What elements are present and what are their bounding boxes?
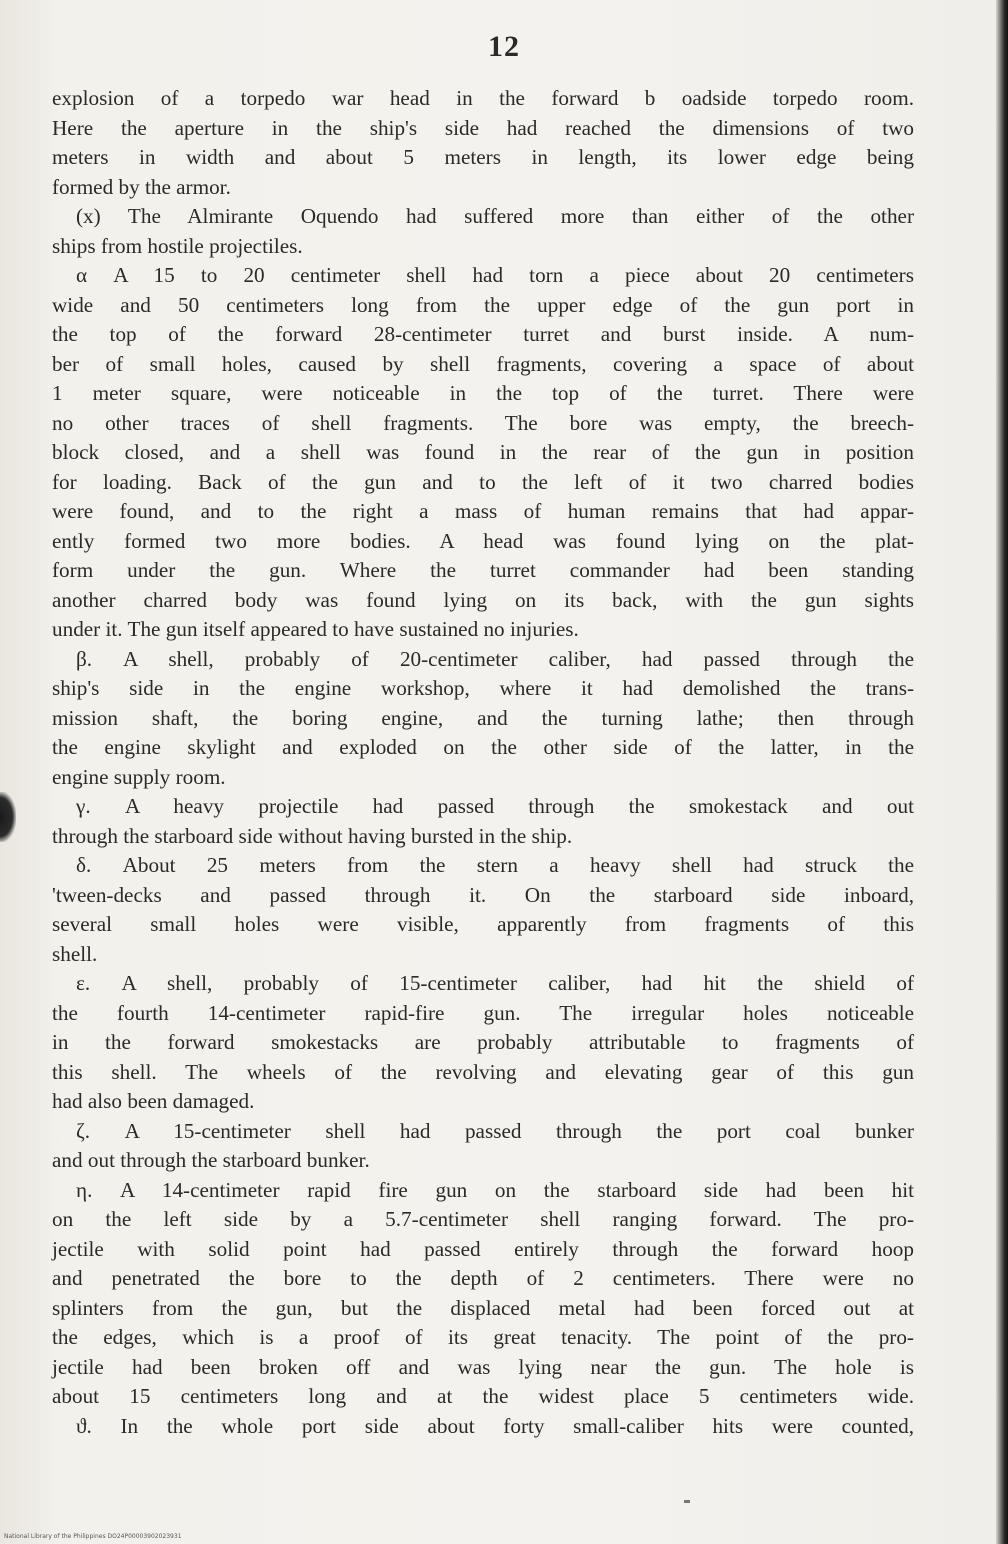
text-line: for loading. Back of the gun and to the left of it two charred bodies	[52, 469, 914, 494]
scan-edge-shadow	[996, 0, 1008, 1544]
text-line: 'tween-decks and passed through it. On the starboard side inboard,	[52, 882, 914, 907]
text-line: α A 15 to 20 centimeter shell had torn a piece about 20 centimeters	[76, 263, 914, 287]
text-line: meters in width and about 5 meters in length, its lower edge being	[52, 145, 914, 169]
text-line: ϑ. In the whole port side about forty small-caliber hits were counted,	[76, 1413, 914, 1438]
text-line: η. A 14-centimeter rapid fire gun on the starboard side had been hit	[76, 1177, 914, 1202]
text-line: in the forward smokestacks are probably attributable to fragments of	[52, 1030, 914, 1054]
text-line: jectile with solid point had passed entirely through the forward hoop	[52, 1236, 914, 1261]
text-line: jectile had been broken off and was lying near the gun. The hole is	[52, 1354, 914, 1379]
text-line: form under the gun. Where the turret commander had been standing	[52, 558, 914, 582]
text-line: another charred body was found lying on its back, with the gun sights	[52, 587, 914, 612]
text-line: and out through the starboard bunker.	[52, 1148, 370, 1172]
text-line: ε. A shell, probably of 15-centimeter caliber, had hit the shield of	[76, 971, 914, 995]
text-line: about 15 centimeters long and at the widest place 5 centimeters wide.	[52, 1384, 914, 1408]
body-text	[52, 84, 914, 1441]
text-line: the top of the forward 28-centimeter turret and burst inside. A num-	[52, 322, 914, 346]
text-line: block closed, and a shell was found in the rear of the gun in position	[52, 440, 914, 464]
text-line: under it. The gun itself appeared to have sustained no injuries.	[52, 617, 579, 641]
text-line: splinters from the gun, but the displaced metal had been forced out at	[52, 1295, 914, 1320]
text-line: γ. A heavy projectile had passed through the smokestack and out	[76, 794, 914, 818]
text-line: no other traces of shell fragments. The bore was empty, the breech-	[52, 410, 914, 435]
archive-footer: National Library of the Philippines DO24P00003902023931	[4, 1533, 182, 1540]
text-line: several small holes were visible, apparently from fragments of this	[52, 912, 914, 936]
text-line: wide and 50 centimeters long from the upper edge of the gun port in	[52, 292, 914, 317]
text-line: ζ. A 15-centimeter shell had passed through the port coal bunker	[76, 1118, 914, 1143]
text-line: formed by the armor.	[52, 174, 231, 199]
ink-speck	[684, 1500, 690, 1503]
text-line: ently formed two more bodies. A head was found lying on the plat-	[52, 528, 914, 553]
text-line: shell.	[52, 941, 98, 966]
text-line: δ. About 25 meters from the stern a heavy shell had struck the	[76, 853, 914, 877]
text-line: β. A shell, probably of 20-centimeter caliber, had passed through the	[76, 646, 914, 671]
text-line: through the starboard side without having bursted in the ship.	[52, 823, 573, 848]
text-line: and penetrated the bore to the depth of 2 centimeters. There were no	[52, 1266, 914, 1290]
text-line: Here the aperture in the ship's side had reached the dimensions of two	[52, 115, 914, 140]
text-line: engine supply room.	[52, 764, 226, 789]
text-line: had also been damaged.	[52, 1089, 255, 1113]
text-line: 1 meter square, were noticeable in the top of the turret. There were	[52, 381, 914, 405]
text-line: were found, and to the right a mass of human remains that had appar-	[52, 499, 914, 523]
text-line: ships from hostile projectiles.	[52, 233, 303, 258]
text-line: the edges, which is a proof of its great tenacity. The point of the pro-	[52, 1325, 914, 1349]
binding-mark	[0, 792, 16, 842]
text-line: on the left side by a 5.7-centimeter shell ranging forward. The pro-	[52, 1207, 914, 1231]
page-number: 12	[488, 30, 520, 63]
text-line: ship's side in the engine workshop, where it had demolished the trans-	[52, 676, 914, 700]
text-line: the engine skylight and exploded on the other side of the latter, in the	[52, 735, 914, 759]
text-line: explosion of a torpedo war head in the forward b oadside torpedo room.	[52, 86, 914, 110]
text-line: this shell. The wheels of the revolving and elevating gear of this gun	[52, 1059, 914, 1084]
text-line: mission shaft, the boring engine, and the turning lathe; then through	[52, 705, 914, 730]
text-line: ber of small holes, caused by shell fragments, covering a space of about	[52, 351, 914, 376]
text-line: (x) The Almirante Oquendo had suffered more than either of the other	[76, 204, 914, 228]
text-line: the fourth 14-centimeter rapid-fire gun. The irregular holes noticeable	[52, 1000, 914, 1025]
